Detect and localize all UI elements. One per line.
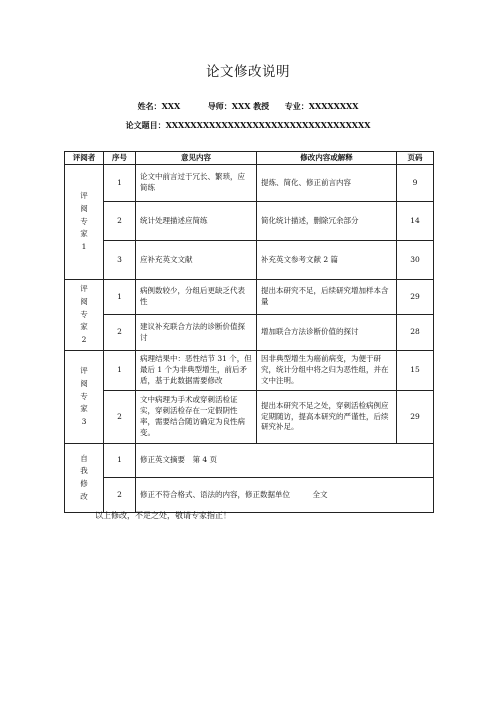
row-number: 3 bbox=[104, 241, 136, 280]
page-cell: 15 bbox=[397, 351, 434, 391]
row-number: 1 bbox=[104, 165, 136, 202]
header-number: 序号 bbox=[104, 152, 136, 165]
opinion-cell: 论文中前言过于冗长、繁琐，应简练 bbox=[136, 165, 257, 202]
table-row bbox=[65, 478, 434, 513]
revision-cell: 增加联合方法诊断价值的探讨 bbox=[257, 315, 397, 351]
name-label: 姓名： bbox=[137, 101, 162, 111]
major-label: 专业： bbox=[284, 101, 309, 111]
row-number: 2 bbox=[104, 202, 136, 241]
name-value: XXX bbox=[161, 101, 181, 111]
thesis-label: 论文题目： bbox=[125, 120, 166, 130]
row-number: 1 bbox=[104, 280, 136, 315]
thesis-value: XXXXXXXXXXXXXXXXXXXXXXXXXXXXXXXXX bbox=[165, 120, 371, 130]
opinion-cell: 统计处理描述应简练 bbox=[136, 202, 257, 241]
page-cell: 9 bbox=[397, 165, 434, 202]
table-row bbox=[65, 202, 434, 241]
revision-cell: 简化统计描述，删除冗余部分 bbox=[257, 202, 397, 241]
table-row bbox=[65, 444, 434, 478]
opinion-cell: 文中病理为手术或穿刺活检证实，穿刺活检存在一定假阴性率，需要结合随访确定为良性病变。 bbox=[136, 391, 257, 444]
self-revision-text: 修正不符合格式、语法的内容，修正数据单位 全文 bbox=[136, 478, 434, 513]
revision-table bbox=[64, 151, 434, 513]
row-number: 2 bbox=[104, 478, 136, 513]
page-cell: 14 bbox=[397, 202, 434, 241]
reviewer-2-cell: 评 阅 专 家 2 bbox=[65, 280, 104, 351]
advisor-label: 导师： bbox=[207, 101, 232, 111]
revision-cell: 因非典型增生为癌前病变，为便于研究，统计分组中将之归为恶性组，并在文中注明。 bbox=[257, 351, 397, 391]
header-reviewer: 评阅者 bbox=[65, 152, 104, 165]
revision-cell: 提出本研究不足，后续研究增加样本含量 bbox=[257, 280, 397, 315]
header-revision: 修改内容或解释 bbox=[257, 152, 397, 165]
table-row bbox=[65, 351, 434, 391]
self-revision-cell: 自 我 修 改 bbox=[65, 444, 104, 513]
table-row bbox=[65, 315, 434, 351]
reviewer-1-cell: 评 阅 专 家 1 bbox=[65, 165, 104, 280]
page-cell: 29 bbox=[397, 391, 434, 444]
header-opinion: 意见内容 bbox=[136, 152, 257, 165]
table-row bbox=[65, 241, 434, 280]
row-number: 1 bbox=[104, 351, 136, 391]
page-cell: 30 bbox=[397, 241, 434, 280]
row-number: 2 bbox=[104, 315, 136, 351]
student-info-line bbox=[0, 101, 496, 112]
thesis-title-line bbox=[0, 120, 496, 131]
row-number: 2 bbox=[104, 391, 136, 444]
closing-note: 以上修改，不足之处，敬请专家指正！ bbox=[95, 511, 231, 520]
table-row bbox=[65, 280, 434, 315]
opinion-cell: 应补充英文文献 bbox=[136, 241, 257, 280]
row-number: 1 bbox=[104, 444, 136, 478]
page-cell: 28 bbox=[397, 315, 434, 351]
document-title: 论文修改说明 bbox=[206, 64, 290, 80]
revision-cell: 补充英文参考文献 2 篇 bbox=[257, 241, 397, 280]
major-value: XXXXXXXX bbox=[308, 101, 359, 111]
opinion-cell: 建议补充联合方法的诊断价值探讨 bbox=[136, 315, 257, 351]
reviewer-3-cell: 评 阅 专 家 3 bbox=[65, 351, 104, 444]
opinion-cell: 病例数较少，分组后更缺乏代表性 bbox=[136, 280, 257, 315]
advisor-value: XXX 教授 bbox=[231, 101, 270, 111]
page-cell: 29 bbox=[397, 280, 434, 315]
table-row bbox=[65, 165, 434, 202]
self-revision-text: 修正英文摘要 第 4 页 bbox=[136, 444, 434, 478]
table-row bbox=[65, 391, 434, 444]
table-header-row bbox=[65, 152, 434, 165]
revision-cell: 提出本研究不足之处，穿刺活检病例应定期随访，提高本研究的严谨性，后续研究补足。 bbox=[257, 391, 397, 444]
header-page: 页码 bbox=[397, 152, 434, 165]
revision-cell: 提炼、简化、修正前言内容 bbox=[257, 165, 397, 202]
opinion-cell: 病理结果中：恶性结节 31 个，但最后 1 个为非典型增生，前后矛盾，基于此数据需要修改 bbox=[136, 351, 257, 391]
